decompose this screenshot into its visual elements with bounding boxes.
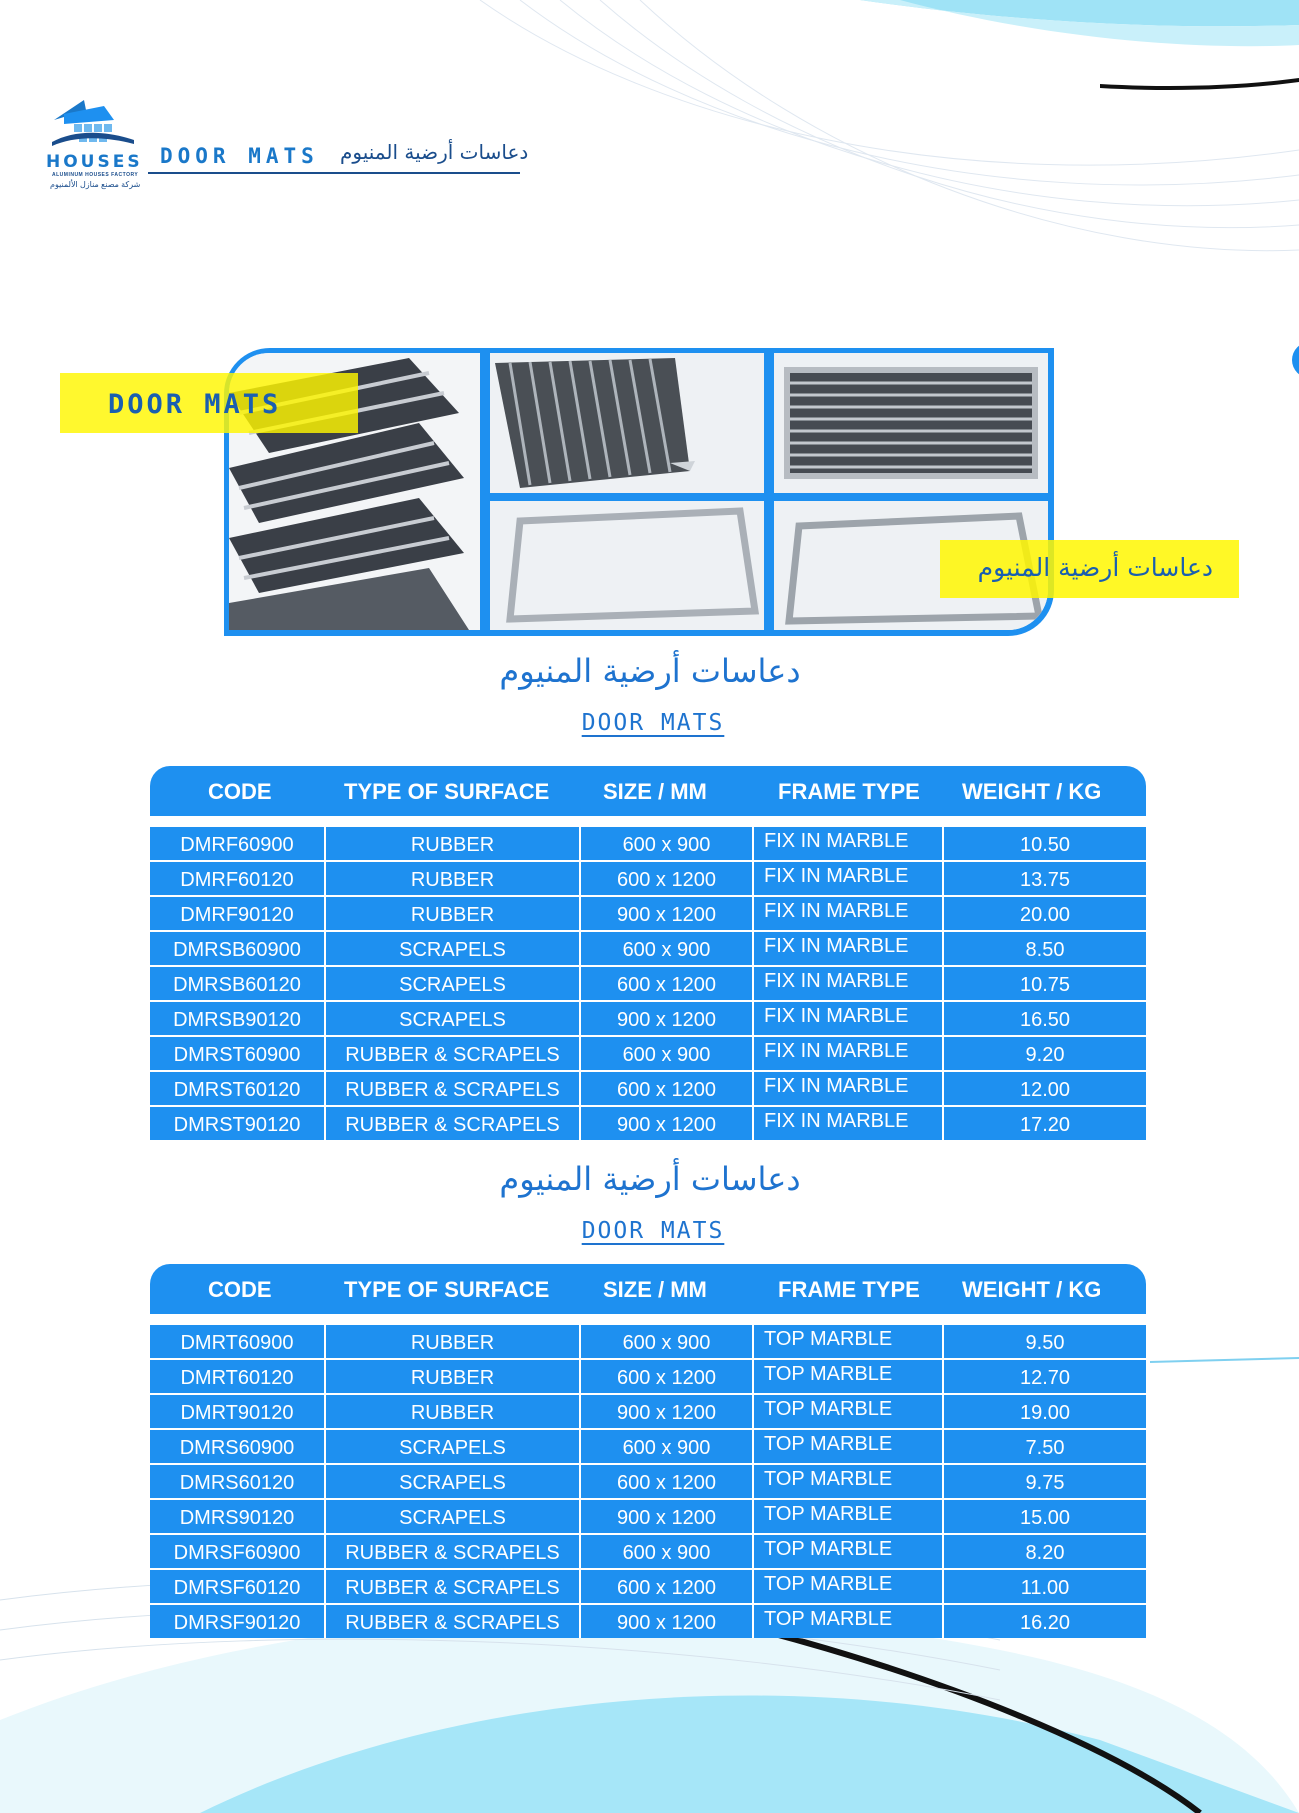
cell-weight: 9.75 <box>944 1465 1146 1498</box>
cell-weight: 16.20 <box>944 1605 1146 1638</box>
cell-frame-type: TOP MARBLE <box>754 1360 942 1393</box>
cell-frame-type: FIX IN MARBLE <box>754 967 942 1000</box>
cell-type-of-surface: SCRAPELS <box>326 1465 579 1498</box>
cell-type-of-surface: SCRAPELS <box>326 1500 579 1533</box>
cell-weight: 8.20 <box>944 1535 1146 1568</box>
cell-code: DMRF60120 <box>150 862 324 895</box>
cell-size: 600 x 900 <box>581 1430 752 1463</box>
cell-size: 900 x 1200 <box>581 1107 752 1140</box>
table-row <box>150 1500 1146 1533</box>
header-type-of-surface: TYPE OF SURFACE <box>344 1277 550 1302</box>
cell-code: DMRF60900 <box>150 827 324 860</box>
table-row <box>150 1107 1146 1140</box>
cell-type-of-surface: RUBBER & SCRAPELS <box>326 1107 579 1140</box>
cell-code: DMRSF60900 <box>150 1535 324 1568</box>
cell-size: 600 x 1200 <box>581 1072 752 1105</box>
cell-weight: 11.00 <box>944 1570 1146 1603</box>
houses-logo <box>44 100 148 192</box>
table-row <box>150 1037 1146 1070</box>
door-mats-table-fix-in-marble <box>150 766 1146 1140</box>
header-size: SIZE / MM <box>603 1277 707 1302</box>
cell-weight: 10.50 <box>944 827 1146 860</box>
table-row <box>150 897 1146 930</box>
cell-type-of-surface: RUBBER & SCRAPELS <box>326 1605 579 1638</box>
cell-frame-type: TOP MARBLE <box>754 1500 942 1533</box>
cell-frame-type: TOP MARBLE <box>754 1570 942 1603</box>
cell-weight: 12.70 <box>944 1360 1146 1393</box>
section-title-ar: دعاسات أرضية المنيوم <box>499 1160 801 1198</box>
banner-tag-en-label: DOOR MATS <box>108 389 282 420</box>
table-row <box>150 827 1146 860</box>
header-underline <box>148 172 520 174</box>
cell-code: DMRSB60120 <box>150 967 324 1000</box>
table-row <box>150 1465 1146 1498</box>
table-row <box>150 1072 1146 1105</box>
cell-weight: 17.20 <box>944 1107 1146 1140</box>
cell-frame-type: FIX IN MARBLE <box>754 1072 942 1105</box>
header-title-ar: دعاسات أرضية المنيوم <box>340 140 529 164</box>
cell-weight: 16.50 <box>944 1002 1146 1035</box>
cell-type-of-surface: RUBBER & SCRAPELS <box>326 1037 579 1070</box>
cell-size: 600 x 900 <box>581 1535 752 1568</box>
cell-frame-type: TOP MARBLE <box>754 1605 942 1638</box>
cell-frame-type: TOP MARBLE <box>754 1535 942 1568</box>
cell-frame-type: FIX IN MARBLE <box>754 1107 942 1140</box>
cell-type-of-surface: RUBBER <box>326 1360 579 1393</box>
logo-arabic-subtitle: شركة مصنع منازل الألمنيوم <box>50 180 141 189</box>
cell-size: 600 x 1200 <box>581 1465 752 1498</box>
table-row <box>150 1430 1146 1463</box>
cell-frame-type: TOP MARBLE <box>754 1465 942 1498</box>
cell-weight: 7.50 <box>944 1430 1146 1463</box>
table-row <box>150 932 1146 965</box>
header-code: CODE <box>208 1277 272 1302</box>
cell-size: 900 x 1200 <box>581 897 752 930</box>
cell-code: DMRSF60120 <box>150 1570 324 1603</box>
cell-code: DMRSB60900 <box>150 932 324 965</box>
photo-flat-mat <box>774 353 1048 493</box>
cell-size: 900 x 1200 <box>581 1395 752 1428</box>
header-title-en: DOOR MATS <box>160 144 319 168</box>
cell-code: DMRS60120 <box>150 1465 324 1498</box>
cell-size: 600 x 1200 <box>581 1360 752 1393</box>
cell-size: 600 x 900 <box>581 827 752 860</box>
cell-frame-type: FIX IN MARBLE <box>754 862 942 895</box>
header-size: SIZE / MM <box>603 779 707 804</box>
banner-tag-ar <box>940 540 1239 598</box>
cell-frame-type: TOP MARBLE <box>754 1395 942 1428</box>
cell-frame-type: TOP MARBLE <box>754 1430 942 1463</box>
cell-weight: 12.00 <box>944 1072 1146 1105</box>
header-type-of-surface: TYPE OF SURFACE <box>344 779 550 804</box>
cell-size: 600 x 900 <box>581 932 752 965</box>
cell-type-of-surface: SCRAPELS <box>326 1430 579 1463</box>
cell-size: 600 x 1200 <box>581 862 752 895</box>
cell-code: DMRS60900 <box>150 1430 324 1463</box>
cell-type-of-surface: SCRAPELS <box>326 967 579 1000</box>
cell-type-of-surface: SCRAPELS <box>326 932 579 965</box>
cell-frame-type: FIX IN MARBLE <box>754 827 942 860</box>
cell-code: DMRF90120 <box>150 897 324 930</box>
cell-size: 600 x 1200 <box>581 967 752 1000</box>
table-row <box>150 1395 1146 1428</box>
table-row <box>150 1570 1146 1603</box>
cell-size: 600 x 900 <box>581 1037 752 1070</box>
table-row <box>150 1535 1146 1568</box>
door-mats-table-top-marble <box>150 1264 1146 1638</box>
section-title-ar: دعاسات أرضية المنيوم <box>499 652 801 690</box>
cell-weight: 9.50 <box>944 1325 1146 1358</box>
table-row <box>150 1605 1146 1638</box>
cell-weight: 19.00 <box>944 1395 1146 1428</box>
cell-code: DMRT60900 <box>150 1325 324 1358</box>
cell-code: DMRT60120 <box>150 1360 324 1393</box>
table-body <box>150 1325 1146 1638</box>
cell-size: 900 x 1200 <box>581 1605 752 1638</box>
cell-code: DMRS90120 <box>150 1500 324 1533</box>
table-row <box>150 1325 1146 1358</box>
table-row <box>150 862 1146 895</box>
header-frame-type: FRAME TYPE <box>778 1277 920 1302</box>
cell-code: DMRT90120 <box>150 1395 324 1428</box>
cell-type-of-surface: RUBBER & SCRAPELS <box>326 1570 579 1603</box>
cell-weight: 10.75 <box>944 967 1146 1000</box>
table-row <box>150 1360 1146 1393</box>
cell-weight: 13.75 <box>944 862 1146 895</box>
banner-tag-en <box>60 373 358 433</box>
logo-subtitle: ALUMINUM HOUSES FACTORY <box>52 172 139 178</box>
banner-tag-ar-label: دعاسات أرضية المنيوم <box>977 553 1213 582</box>
header-frame-type: FRAME TYPE <box>778 779 920 804</box>
cell-frame-type: TOP MARBLE <box>754 1325 942 1358</box>
table-body <box>150 827 1146 1140</box>
table-header <box>150 766 1146 816</box>
cell-type-of-surface: RUBBER & SCRAPELS <box>326 1535 579 1568</box>
cell-type-of-surface: RUBBER <box>326 1325 579 1358</box>
cell-size: 900 x 1200 <box>581 1002 752 1035</box>
cell-frame-type: FIX IN MARBLE <box>754 1037 942 1070</box>
cell-code: DMRST60900 <box>150 1037 324 1070</box>
header-code: CODE <box>208 779 272 804</box>
header-weight: WEIGHT / KG <box>962 779 1102 804</box>
photo-rolled-mat <box>490 353 764 493</box>
cell-size: 900 x 1200 <box>581 1500 752 1533</box>
cell-weight: 20.00 <box>944 897 1146 930</box>
logo-wordmark: HOUSES <box>46 152 143 172</box>
cell-weight: 9.20 <box>944 1037 1146 1070</box>
cell-weight: 15.00 <box>944 1500 1146 1533</box>
table-row <box>150 1002 1146 1035</box>
section-title-en: DOOR MATS <box>581 710 725 736</box>
cell-frame-type: FIX IN MARBLE <box>754 932 942 965</box>
table-row <box>150 967 1146 1000</box>
section-title-en: DOOR MATS <box>581 1218 725 1244</box>
header-weight: WEIGHT / KG <box>962 1277 1102 1302</box>
cell-frame-type: FIX IN MARBLE <box>754 1002 942 1035</box>
cell-type-of-surface: RUBBER <box>326 897 579 930</box>
photo-aluminium-frame <box>490 501 764 630</box>
cell-frame-type: FIX IN MARBLE <box>754 897 942 930</box>
cell-code: DMRST90120 <box>150 1107 324 1140</box>
cell-type-of-surface: RUBBER & SCRAPELS <box>326 1072 579 1105</box>
cell-type-of-surface: RUBBER <box>326 1395 579 1428</box>
cell-type-of-surface: RUBBER <box>326 827 579 860</box>
cell-size: 600 x 1200 <box>581 1570 752 1603</box>
cell-code: DMRSF90120 <box>150 1605 324 1638</box>
cell-type-of-surface: RUBBER <box>326 862 579 895</box>
cell-code: DMRSB90120 <box>150 1002 324 1035</box>
cell-code: DMRST60120 <box>150 1072 324 1105</box>
cell-weight: 8.50 <box>944 932 1146 965</box>
cell-type-of-surface: SCRAPELS <box>326 1002 579 1035</box>
table-header <box>150 1264 1146 1314</box>
cell-size: 600 x 900 <box>581 1325 752 1358</box>
